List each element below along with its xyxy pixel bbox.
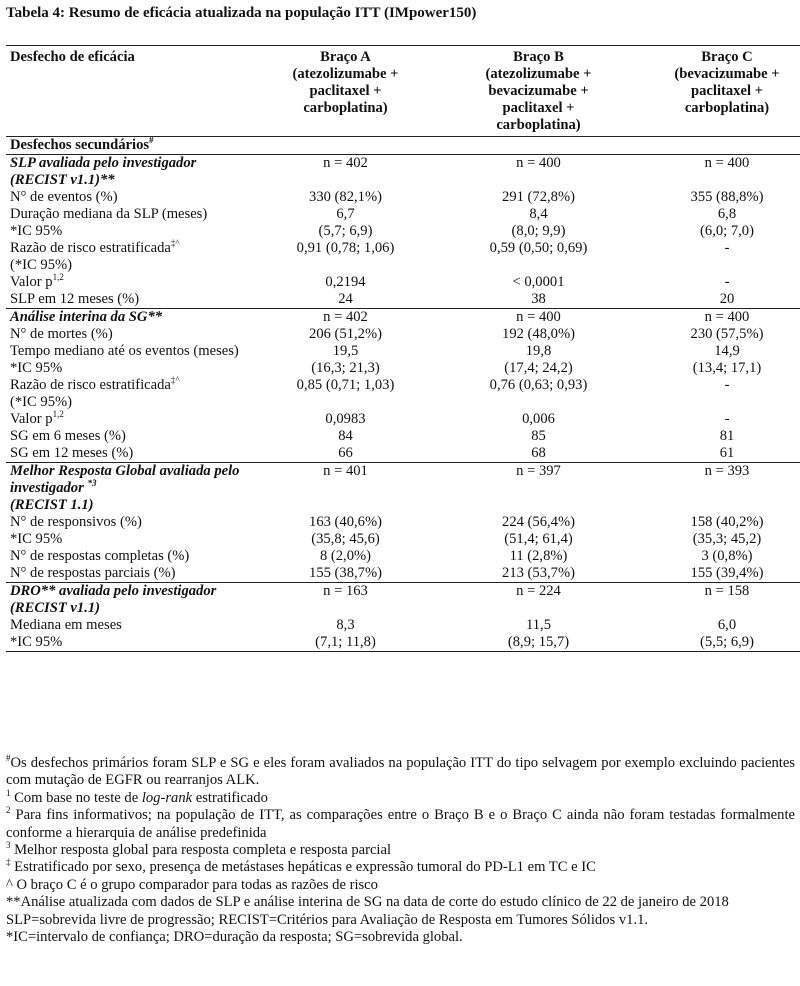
row-label: *IC 95%: [10, 360, 63, 376]
value-cell: (17,4; 24,2): [504, 360, 573, 376]
row-label: N° de responsivos (%): [10, 514, 142, 530]
value-cell: 0,91 (0,78; 1,06): [296, 240, 395, 256]
group-n-cell: n = 158: [635, 583, 800, 618]
table-row: [6, 274, 800, 291]
table-row: [6, 206, 800, 223]
value-cell: 6,8: [717, 206, 737, 222]
value-cell: 8,3: [336, 617, 355, 633]
value-cell: 20: [719, 291, 735, 307]
group-title: Análise interina da SG**: [6, 309, 249, 327]
footnote-abbrev-2: *IC=intervalo de confiança; DRO=duração da resposta; SG=sobrevida global.: [6, 929, 463, 946]
value-cell: 213 (53,7%): [502, 565, 575, 581]
footnotes: [6, 755, 795, 946]
value-cell: (7,1; 11,8): [249, 634, 442, 652]
value-cell: 163 (40,6%): [309, 514, 382, 530]
row-label: Tempo mediano até os eventos (meses): [10, 343, 239, 359]
value-cell: 11 (2,8%): [509, 548, 568, 564]
value-cell: (8,9; 15,7): [442, 634, 635, 652]
group-header-row: [6, 463, 800, 515]
value-cell: 81: [719, 428, 735, 444]
group-header-row: [6, 155, 800, 190]
group-header-row: [6, 583, 800, 618]
value-cell: -: [724, 377, 730, 393]
row-label: SG em 12 meses (%): [10, 445, 134, 461]
row-label: N° de respostas completas (%): [10, 548, 190, 564]
group-n-cell: n = 400: [442, 155, 635, 190]
section-label: Desfechos secundários#: [6, 137, 800, 155]
row-label: Valor $p^{1,2}$: [10, 409, 64, 427]
table-row: [6, 531, 800, 548]
value-cell: (5,5; 6,9): [635, 634, 800, 652]
footnote-abbrev-1: SLP=sobrevida livre de progressão; RECIST=Critérios para Avaliação de Resposta em Tumores Sólidos v1.1.: [6, 911, 649, 928]
table-row: [6, 326, 800, 343]
value-cell: 192 (48,0%): [502, 326, 575, 342]
group-title: Melhor Resposta Global avaliada pelo investigador $^{*3}$ (RECIST 1.1): [6, 463, 249, 515]
value-cell: 230 (57,5%): [690, 326, 764, 342]
row-label: *IC 95%: [6, 634, 249, 652]
value-cell: 158 (40,2%): [690, 514, 764, 530]
table-row: [6, 291, 800, 309]
value-cell: -: [724, 274, 730, 290]
value-cell: (51,4; 61,4): [504, 531, 573, 547]
footnote-stratified: ‡ Estratificado por sexo, presença de metástases hepáticas e expressão tumoral do PD-L1 em TC e IC: [6, 857, 596, 876]
value-cell: (6,0; 7,0): [700, 223, 754, 239]
group-n-cell: n = 402: [249, 155, 442, 190]
table-title: Tabela 4: Resumo de eficácia atualizada na população ITT (IMpower150): [6, 5, 477, 21]
group-n-cell: n = 400: [635, 309, 800, 327]
value-cell: 24: [338, 291, 353, 307]
value-cell: -: [724, 240, 730, 256]
group-n-cell: n = 401: [249, 463, 442, 515]
value-cell: (8,0; 9,9): [511, 223, 566, 239]
row-label: *IC 95%: [10, 531, 63, 547]
value-cell: 355 (88,8%): [690, 189, 764, 205]
header-arm-a: Braço A (atezolizumabe + paclitaxel + carboplatina): [249, 46, 442, 137]
footnote-3: $^3$ Melhor resposta global para resposta completa e resposta parcial: [6, 840, 392, 859]
table-row: [6, 377, 800, 411]
value-cell: 0,85 (0,71; 1,03): [296, 377, 395, 393]
footnote-1: $^1$ Com base no teste de log-rank estratificado: [6, 787, 268, 806]
value-cell: 206 (51,2%): [309, 326, 382, 342]
group-n-cell: n = 402: [249, 309, 442, 327]
row-label: SG em 6 meses (%): [10, 428, 126, 444]
header-arm-b: Braço B (atezolizumabe + bevacizumabe + paclitaxel + carboplatina): [442, 46, 635, 137]
group-n-cell: n = 163: [249, 583, 442, 618]
footnote-2: $^2$ Para fins informativos; na população de ITT, as comparações entre o Braço B e o Braço C ainda não foram testadas formalmente conforme a hierarquia de análise predefinida: [6, 805, 795, 841]
table-row: [6, 634, 800, 652]
group-n-cell: n = 224: [442, 583, 635, 618]
value-cell: 84: [338, 428, 353, 444]
value-cell: 14,9: [714, 343, 740, 359]
value-cell: -: [724, 411, 730, 427]
table-row: [6, 565, 800, 583]
row-label: Valor $p^{1,2}$: [10, 272, 64, 290]
footnote-comparator: ^ O braço C é o grupo comparador para todas as razões de risco: [6, 876, 378, 893]
value-cell: 330 (82,1%): [309, 189, 382, 205]
group-n-cell: n = 393: [635, 463, 800, 515]
group-n-cell: n = 397: [442, 463, 635, 515]
value-cell: 11,5: [526, 617, 551, 633]
row-label: N° de mortes (%): [10, 326, 113, 342]
value-cell: 3 (0,8%): [701, 548, 753, 564]
value-cell: 6,7: [336, 206, 355, 222]
group-n-cell: n = 400: [635, 155, 800, 190]
value-cell: 6,0: [717, 617, 737, 633]
value-cell: 66: [338, 445, 353, 461]
table-row: [6, 548, 800, 565]
section-row: [6, 137, 800, 155]
table-body: [6, 155, 800, 652]
row-label: N° de eventos (%): [10, 189, 118, 205]
group-n-cell: n = 400: [442, 309, 635, 327]
header-arm-c: Braço C (bevacizumabe + paclitaxel + carboplatina): [635, 46, 800, 137]
group-header-row: [6, 309, 800, 327]
row-label: Duração mediana da SLP (meses): [10, 206, 208, 222]
footnote-primary: #Os desfechos primários foram SLP e SG e eles foram avaliados na população ITT do tipo selvagem por exemplo excluindo pacientes com mutação de EGFR ou rearranjos ALK.: [6, 753, 795, 789]
value-cell: 0,59 (0,50; 0,69): [489, 240, 588, 256]
value-cell: 0,0983: [325, 411, 366, 427]
value-cell: 155 (38,7%): [309, 565, 382, 581]
value-cell: 0,006: [522, 411, 555, 427]
efficacy-table: [6, 45, 800, 652]
row-label: Razão de risco estratificada‡^ (*IC 95%): [10, 238, 180, 273]
table-header-row: [6, 46, 800, 137]
table-row: [6, 411, 800, 428]
value-cell: 61: [719, 445, 735, 461]
table-row: [6, 189, 800, 206]
group-title: DRO** avaliada pelo investigador (RECIST v1.1): [6, 583, 249, 618]
value-cell: (35,8; 45,6): [311, 531, 380, 547]
value-cell: 0,2194: [325, 274, 366, 290]
value-cell: (35,3; 45,2): [692, 531, 762, 547]
table-row: [6, 240, 800, 274]
value-cell: 19,8: [525, 343, 552, 359]
table-row: [6, 223, 800, 240]
table-row: [6, 360, 800, 377]
row-label: *IC 95%: [10, 223, 63, 239]
row-label: Mediana em meses: [10, 617, 122, 633]
value-cell: 8 (2,0%): [319, 548, 372, 564]
table-row: [6, 617, 800, 634]
value-cell: < 0,0001: [512, 274, 565, 290]
value-cell: (16,3; 21,3): [311, 360, 380, 376]
table-row: [6, 343, 800, 360]
value-cell: 68: [531, 445, 546, 461]
table-row: [6, 514, 800, 531]
value-cell: 8,4: [529, 206, 548, 222]
value-cell: 19,5: [332, 343, 359, 359]
footnote-updated-analysis: **Análise atualizada com dados de SLP e análise interina de SG na data de corte do estudo clínico de 22 de janeiro de 2018: [6, 894, 729, 911]
row-label: Razão de risco estratificada‡^ (*IC 95%): [10, 375, 180, 410]
header-endpoint: Desfecho de eficácia: [6, 46, 249, 137]
value-cell: 38: [531, 291, 546, 307]
value-cell: (5,7; 6,9): [318, 223, 373, 239]
value-cell: 0,76 (0,63; 0,93): [489, 377, 588, 393]
group-title: SLP avaliada pelo investigador (RECIST v1.1)**: [6, 155, 249, 190]
table-row: [6, 428, 800, 445]
value-cell: 85: [531, 428, 546, 444]
row-label: SLP em 12 meses (%): [10, 291, 140, 307]
row-label: N° de respostas parciais (%): [10, 565, 176, 581]
value-cell: (13,4; 17,1): [692, 360, 762, 376]
value-cell: 155 (39,4%): [690, 565, 764, 581]
value-cell: 224 (56,4%): [502, 514, 575, 530]
value-cell: 291 (72,8%): [502, 189, 575, 205]
table-row: [6, 445, 800, 463]
